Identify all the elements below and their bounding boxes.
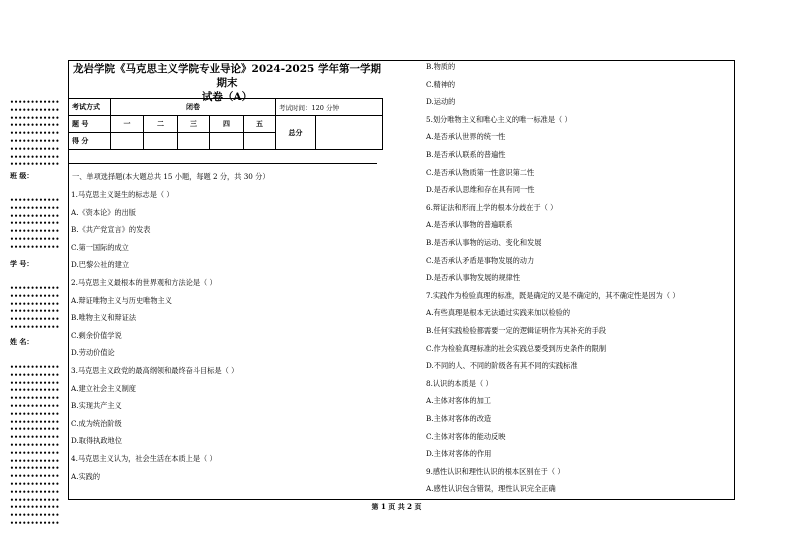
cut-line-dots: •••••••••••• xyxy=(10,520,60,527)
question-stem: 6.辩证法和形而上学的根本分歧在于（ ） xyxy=(426,202,558,212)
question-stem: 1.马克思主义诞生的标志是（ ） xyxy=(71,190,174,199)
cut-line-dots: •••••••••••• xyxy=(10,300,60,308)
answer-option: D.劳动价值论 xyxy=(71,348,115,358)
answer-option: C.剩余价值学说 xyxy=(71,330,122,340)
section-heading: 一、单项选择题(本大题总共 15 小题，每题 2 分，共 30 分） xyxy=(72,172,270,181)
answer-option: C.成为统治阶级 xyxy=(71,418,122,428)
column-header: 二 xyxy=(144,116,178,133)
answer-option: B.是否承认联系的普遍性 xyxy=(426,150,506,159)
cut-line-dots: •••••••••••• xyxy=(10,228,60,236)
question-stem: 2.马克思主义最根本的世界观和方法论是（ ） xyxy=(71,278,217,287)
cut-line-dots: •••••••••••• xyxy=(10,488,60,496)
cut-line-dots: •••••••••••• xyxy=(10,236,60,243)
answer-option: A.是否承认世界的统一性 xyxy=(426,132,506,142)
cut-line-dots: •••••••••••• xyxy=(10,153,60,161)
column-header: 五 xyxy=(244,116,276,133)
answer-option: B.主体对客体的改造 xyxy=(426,414,492,423)
page-footer: 第 1 页 共 2 页 xyxy=(371,502,422,511)
answer-option: A.《资本论》的出版 xyxy=(71,207,136,217)
cut-line-dots: •••••••••••• xyxy=(10,292,60,300)
question-stem: 7.实践作为检验真理的标准，既是确定的又是不确定的，其不确定性是因为（ ） xyxy=(426,290,680,300)
cut-line-dots: •••••••••••• xyxy=(10,220,60,228)
cut-line-dots: •••••••••••• xyxy=(10,457,60,465)
cut-line-dots: •••••••••••• xyxy=(10,403,60,410)
cut-line-dots: •••••••••••• xyxy=(10,204,60,212)
answer-option: B.物质的 xyxy=(426,62,456,71)
question-stem: 4.马克思主义认为，社会生活在本质上是（ ） xyxy=(71,454,217,463)
score-label: 得 分 xyxy=(69,133,111,150)
cut-line-dots: •••••••••••• xyxy=(10,285,60,292)
exam-time: 考试时间：120 分钟 xyxy=(276,99,383,116)
cut-line-dots: •••••••••••• xyxy=(10,504,60,512)
cut-line-dots: •••••••••••• xyxy=(10,212,60,220)
total-label: 总分 xyxy=(276,116,316,150)
column-header: 四 xyxy=(210,116,244,133)
answer-option: C.作为检验真理标准的社会实践总要受到历史条件的限制 xyxy=(426,343,607,353)
question-stem: 3.马克思主义政党的最高纲领和最终奋斗目标是（ ） xyxy=(71,366,239,375)
title-line-2: 试卷（A） xyxy=(201,91,253,103)
cut-line-dots: •••••••••••• xyxy=(10,138,60,145)
score-cell[interactable] xyxy=(144,133,178,150)
cut-line-dots: •••••••••••• xyxy=(10,442,60,449)
exam-mode-value: 闭卷 xyxy=(111,99,276,116)
class-label: 班 级： xyxy=(10,171,34,180)
answer-option: B.《共产党宣言》的发表 xyxy=(71,225,151,235)
answer-option: D.主体对客体的作用 xyxy=(426,449,492,459)
cut-line-dots: •••••••••••• xyxy=(10,371,60,379)
score-table xyxy=(68,98,383,150)
score-cell[interactable] xyxy=(178,133,210,150)
exam-mode-label: 考试方式 xyxy=(69,99,111,116)
column-header: 一 xyxy=(111,116,144,133)
cut-line-dots: •••••••••••• xyxy=(10,496,60,504)
cut-line-dots: •••••••••••• xyxy=(10,473,60,481)
cut-line-dots: •••••••••••• xyxy=(10,465,60,473)
cut-line-dots: •••••••••••• xyxy=(10,481,60,488)
divider xyxy=(68,163,377,164)
cut-line-dots: •••••••••••• xyxy=(10,364,60,371)
question-stem: 8.认识的本质是（ ） xyxy=(426,378,493,388)
answer-option: A.实践的 xyxy=(71,471,101,481)
cut-line-dots: •••••••••••• xyxy=(10,243,60,251)
answer-option: A.是否承认事物的普遍联系 xyxy=(426,220,513,230)
answer-option: A.辩证唯物主义与历史唯物主义 xyxy=(71,295,172,305)
cut-line-dots: •••••••••••• xyxy=(10,145,60,153)
cut-line-dots: •••••••••••• xyxy=(10,197,60,204)
question-no-label: 题 号 xyxy=(69,116,111,133)
cut-line-dots: •••••••••••• xyxy=(10,161,60,169)
cut-line-dots: •••••••••••• xyxy=(10,379,60,387)
cut-line-dots: •••••••••••• xyxy=(10,434,60,442)
cut-line-dots: •••••••••••• xyxy=(10,130,60,138)
cut-line-dots: •••••••••••• xyxy=(10,324,60,331)
answer-option: C.主体对客体的能动反映 xyxy=(426,431,506,441)
answer-option: A.主体对客体的加工 xyxy=(426,396,491,406)
score-cell[interactable] xyxy=(244,133,276,150)
answer-option: D.不同的人、不同的阶级各有其不同的实践标准 xyxy=(426,361,578,371)
question-stem: 5.划分唯物主义和唯心主义的唯一标准是（ ） xyxy=(426,114,572,124)
cut-line-dots: •••••••••••• xyxy=(10,418,60,426)
answer-option: D.运动的 xyxy=(426,97,456,107)
cut-line-dots: •••••••••••• xyxy=(10,122,60,130)
answer-option: D.是否承认事物发展的规律性 xyxy=(426,273,521,283)
answer-option: D.是否承认思维和存在具有同一性 xyxy=(426,185,535,195)
cut-line-dots: •••••••••••• xyxy=(10,395,60,403)
answer-option: C.是否承认矛盾是事物发展的动力 xyxy=(426,255,535,265)
answer-option: B.实现共产主义 xyxy=(71,401,122,411)
cut-line-dots: •••••••••••• xyxy=(10,106,60,114)
answer-option: C.是否承认物质第一性意识第二性 xyxy=(426,167,535,177)
answer-option: B.任何实践检验都需要一定的逻辑证明作为其补充的手段 xyxy=(426,326,607,335)
cut-line-dots: •••••••••••• xyxy=(10,316,60,324)
cut-line-dots: •••••••••••• xyxy=(10,99,60,106)
title-line-1: 龙岩学院《马克思主义学院专业导论》2024-2025 学年第一学期期末 xyxy=(73,63,381,89)
answer-option: C.精神的 xyxy=(426,79,456,89)
answer-option: C.第一国际的成立 xyxy=(71,242,129,252)
score-cell[interactable] xyxy=(111,133,144,150)
answer-option: B.是否承认事物的运动、变化和发展 xyxy=(426,238,542,247)
cut-line-dots: •••••••••••• xyxy=(10,449,60,457)
cut-line-dots: •••••••••••• xyxy=(10,308,60,316)
question-stem: 9.感性认识和理性认识的根本区别在于（ ） xyxy=(426,466,565,476)
cut-line-dots: •••••••••••• xyxy=(10,512,60,520)
cut-line-dots: •••••••••••• xyxy=(10,426,60,434)
answer-option: A.有些真理是根本无法通过实践来加以检验的 xyxy=(426,308,571,318)
column-header: 三 xyxy=(178,116,210,133)
answer-option: D.取得执政地位 xyxy=(71,436,122,446)
score-cell[interactable] xyxy=(210,133,244,150)
cut-line-dots: •••••••••••• xyxy=(10,410,60,418)
answer-option: A.感性认识包含错误，理性认识完全正确 xyxy=(426,484,556,494)
student-id-label: 学 号： xyxy=(10,259,34,268)
name-label: 姓 名： xyxy=(10,337,34,346)
answer-option: B.唯物主义和辩证法 xyxy=(71,313,137,323)
cut-line-dots: •••••••••••• xyxy=(10,387,60,395)
cut-line-dots: •••••••••••• xyxy=(10,114,60,122)
total-score-cell[interactable] xyxy=(316,116,383,150)
answer-option: D.巴黎公社的建立 xyxy=(71,260,130,270)
answer-option: A.建立社会主义制度 xyxy=(71,383,136,393)
